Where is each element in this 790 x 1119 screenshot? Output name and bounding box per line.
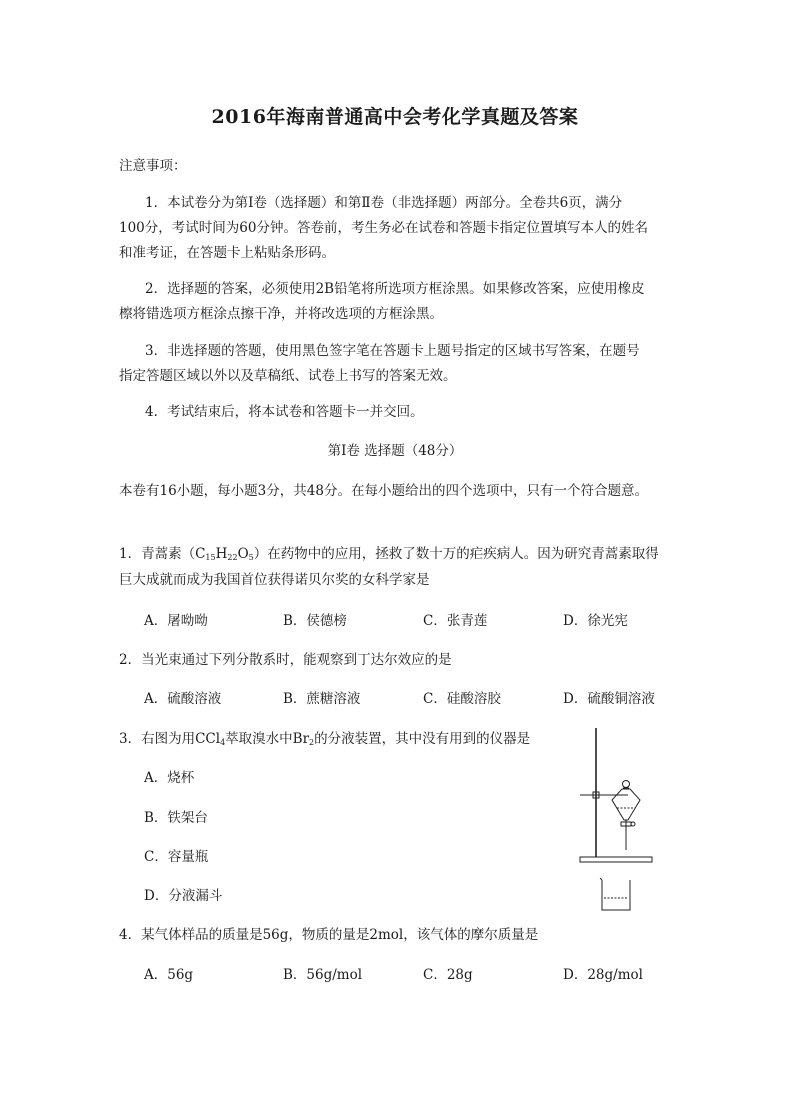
notice-item-1-line-1: 1．本试卷分为第Ⅰ卷（选择题）和第Ⅱ卷（非选择题）两部分。全卷共6页，满分: [145, 195, 623, 211]
q3-option-c: C．容量瓶: [144, 849, 209, 865]
q2-stem: 2．当光束通过下列分散系时，能观察到丁达尔效应的是: [119, 652, 452, 668]
q4-option-d: D．28g/mol: [563, 967, 643, 983]
q2-option-c: C．硅酸溶胶: [423, 691, 501, 707]
q1-option-b: B．侯德榜: [283, 613, 347, 629]
q1-option-c: C．张青莲: [423, 613, 488, 629]
notice-heading: 注意事项：: [119, 158, 187, 174]
q2-option-a: A．硫酸溶液: [144, 691, 222, 707]
q1-stem-line-1: 1．青蒿素$(C_{15}H_{22}O_5)$在药物中的应用，拯救了数十万的疟疾病人。因为研究青蒿素取得: [119, 546, 659, 562]
funnel-stopper: [623, 781, 630, 788]
page-title: 2016年海南普通高中会考化学真题及答案: [211, 106, 579, 128]
stand-base: [580, 857, 652, 862]
q1-option-a: A．屠呦呦: [144, 613, 208, 629]
q2-option-b: B．蔗糖溶液: [283, 691, 361, 707]
notice-item-4: 4．考试结束后，将本试卷和答题卡一并交回。: [145, 404, 424, 420]
notice-item-1-line-3: 和准考证，在答题卡上粘贴条形码。: [119, 245, 335, 261]
q4-option-c: C．28g: [423, 967, 473, 983]
q3-option-d: D．分液漏斗: [144, 888, 223, 904]
notice-item-1-line-2: 100分，考试时间为60分钟。答卷前，考生务必在试卷和答题卡指定位置填写本人的姓名: [119, 220, 648, 236]
q1-option-d: D．徐光宪: [563, 613, 628, 629]
funnel-body: [612, 789, 640, 820]
notice-item-3-line-1: 3．非选择题的答题，使用黑色签字笔在答题卡上题号指定的区域书写答案，在题号: [145, 343, 640, 359]
notice-item-2-line-2: 檫将错选项方框涂点擦干净，并将改选项的方框涂黑。: [119, 306, 443, 322]
q2-option-d: D．硫酸铜溶液: [563, 691, 655, 707]
q3-option-b: B．铁架台: [144, 810, 208, 826]
q4-option-a: A．56g: [144, 967, 194, 983]
q3-option-a: A．烧杯: [144, 770, 195, 786]
section-description: 本卷有16小题，每小题3分，共48分。在每小题给出的四个选项中，只有一个符合题意。: [119, 483, 648, 499]
beaker: [602, 880, 630, 910]
notice-item-2-line-1: 2．选择题的答案，必须使用2B铅笔将所选项方框涂黑。如果修改答案，应使用橡皮: [145, 281, 645, 297]
q4-stem: 4．某气体样品的质量是56g，物质的量是2mol，该气体的摩尔质量是: [119, 927, 539, 943]
q4-option-b: B．56g/mol: [283, 967, 363, 983]
separatory-funnel-apparatus-figure: [572, 722, 662, 918]
q1-stem-line-2: 巨大成就而成为我国首位获得诺贝尔奖的女科学家是: [119, 572, 430, 588]
section-heading: 第Ⅰ卷 选择题（48分）: [327, 443, 463, 459]
notice-item-3-line-2: 指定答题区域以外以及草稿纸、试卷上书写的答案无效。: [119, 368, 457, 384]
q3-stem: 3．右图为用CCl$_4$萃取溴水中$Br_2$的分液装置，其中没有用到的仪器是: [119, 731, 531, 747]
